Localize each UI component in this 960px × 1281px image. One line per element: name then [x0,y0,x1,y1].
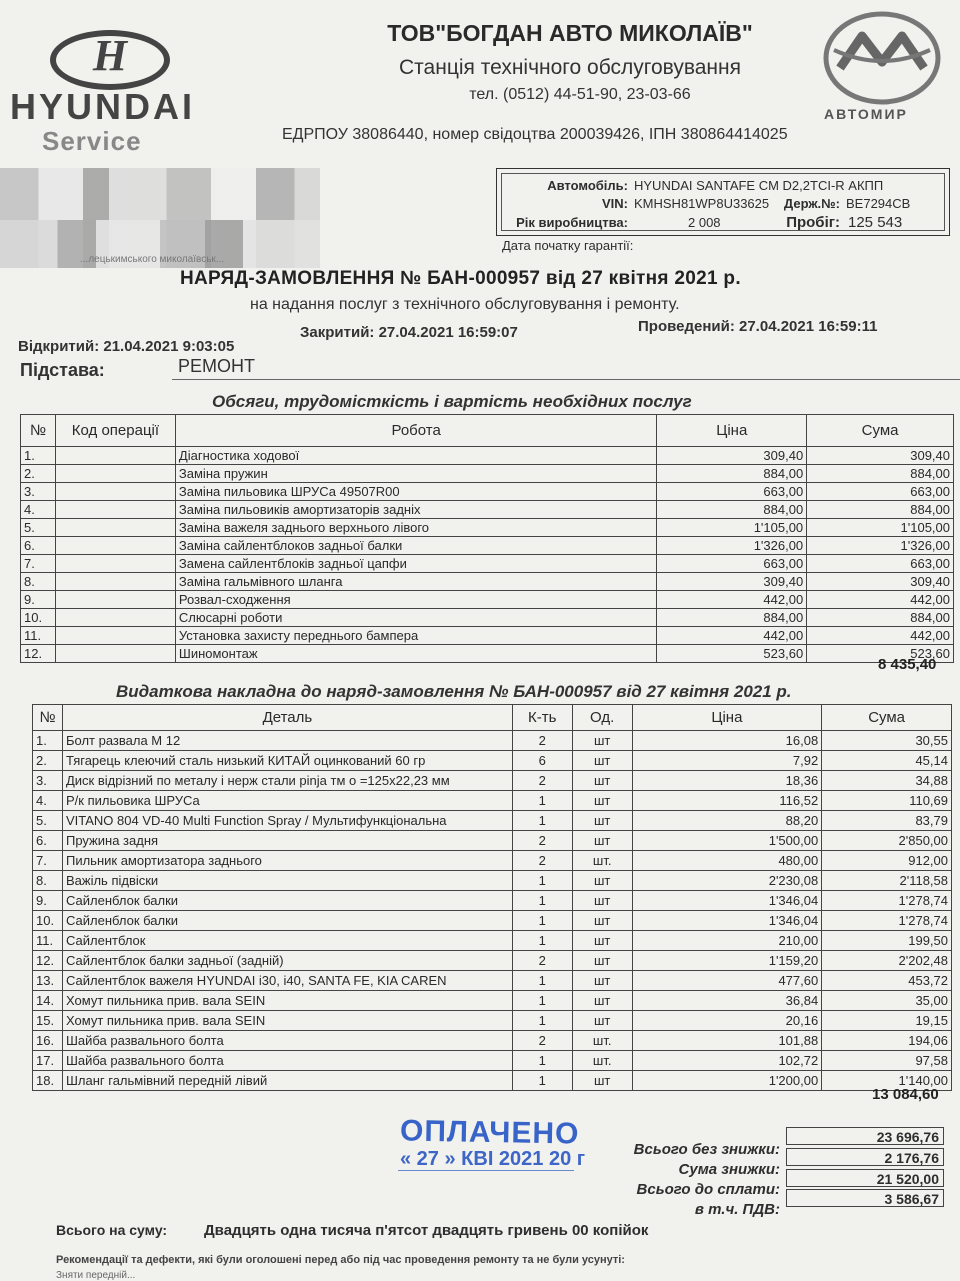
works-row [21,555,954,573]
parts-cell-sum: 2'202,48 [822,951,952,971]
parts-cell-price: 102,72 [632,1051,822,1071]
parts-cell-qty: 1 [512,991,572,1011]
order-title: НАРЯД-ЗАМОВЛЕННЯ № БАН-000957 від 27 квітня 2021 р. [180,268,741,289]
basis-underline [172,379,960,380]
parts-row [33,791,952,811]
parts-cell-qty: 2 [512,951,572,971]
paid-stamp-underline [398,1170,574,1171]
parts-row [33,931,952,951]
parts-cell-unit: шт [572,911,632,931]
vat-label: в т.ч. ПДВ: [694,1201,780,1218]
recommendations-text: Рекомендації та дефекти, які були оголошені перед або під час проведення ремонту та не були усунуті: [56,1254,625,1266]
parts-cell-price: 16,08 [632,731,822,751]
works-cell-code [55,519,175,537]
parts-cell-price: 88,20 [632,811,822,831]
parts-cell-sum: 912,00 [822,851,952,871]
works-cell-work: Шиномонтаж [175,645,656,663]
parts-cell-price: 36,84 [632,991,822,1011]
parts-cell-part: Пильник амортизатора заднього [62,851,512,871]
parts-cell-unit: шт [572,991,632,1011]
works-cell-work: Слюсарні роботи [175,609,656,627]
parts-cell-qty: 2 [512,831,572,851]
parts-header-qty: К-ть [512,705,572,731]
parts-table [32,704,952,1091]
parts-row [33,991,952,1011]
works-cell-code [55,537,175,555]
parts-cell-no: 12. [33,951,63,971]
works-cell-work: Заміна пильовика ШРУСа 49507R00 [175,483,656,501]
works-cell-code [55,483,175,501]
parts-cell-sum: 83,79 [822,811,952,831]
parts-header-price: Ціна [632,705,822,731]
works-cell-price: 309,40 [657,573,807,591]
order-dates [18,318,948,358]
avtomir-emblem-icon [812,10,952,110]
parts-cell-sum: 1'278,74 [822,911,952,931]
hyundai-wordmark: HYUNDAI [10,86,196,127]
parts-cell-unit: шт [572,971,632,991]
works-row [21,447,954,465]
works-cell-no: 7. [21,555,56,573]
works-header-sum: Сума [807,415,954,447]
parts-row [33,811,952,831]
parts-cell-price: 7,92 [632,751,822,771]
parts-cell-part: Сайлентблок важеля HYUNDAI i30, i40, SANTA FE, KIA CAREN [62,971,512,991]
parts-cell-part: Р/к пильовика ШРУСа [62,791,512,811]
parts-cell-part: Диск відрізний по металу і нерж стали pinja тм о =125х22,23 мм [62,771,512,791]
basis-value: РЕМОНТ [178,356,256,376]
parts-cell-no: 11. [33,931,63,951]
parts-cell-sum: 453,72 [822,971,952,991]
parts-cell-price: 1'346,04 [632,911,822,931]
parts-cell-sum: 1'140,00 [822,1071,952,1091]
parts-cell-qty: 2 [512,771,572,791]
works-cell-no: 1. [21,447,56,465]
opened-date: Відкритий: 21.04.2021 9:03:05 [18,338,235,355]
parts-cell-no: 5. [33,811,63,831]
parts-row [33,1051,952,1071]
guarantee-start-label: Дата початку гарантії: [502,238,634,253]
works-cell-code [55,447,175,465]
parts-row [33,771,952,791]
works-row [21,591,954,609]
parts-cell-qty: 2 [512,851,572,871]
works-section-title: Обсяги, трудомісткість і вартість необхідних послуг [212,392,692,411]
works-cell-price: 663,00 [657,555,807,573]
works-row [21,627,954,645]
works-cell-price: 884,00 [657,609,807,627]
works-table [20,414,954,663]
parts-cell-qty: 2 [512,731,572,751]
works-cell-work: Заміна гальмівного шланга [175,573,656,591]
paid-stamp: ОПЛАЧЕНО [399,1114,580,1151]
car-model-value: HYUNDAI SANTAFE CM D2,2TCI-R АКПП [634,178,884,193]
parts-cell-sum: 2'850,00 [822,831,952,851]
order-subtitle: на надання послуг з технічного обслуговування і ремонту. [250,296,680,313]
redacted-fragment: ...лецькимського миколаївськ... [80,254,225,265]
parts-row [33,831,952,851]
parts-cell-no: 15. [33,1011,63,1031]
works-cell-sum: 884,00 [807,501,954,519]
paid-stamp-date: « 27 » КВІ 2021 20 г [400,1148,586,1170]
works-cell-sum: 663,00 [807,483,954,501]
parts-row [33,871,952,891]
parts-cell-qty: 1 [512,1011,572,1031]
works-cell-price: 442,00 [657,627,807,645]
parts-cell-unit: шт. [572,1031,632,1051]
works-cell-code [55,591,175,609]
hyundai-h-icon: H [92,31,128,80]
works-cell-no: 12. [21,645,56,663]
parts-cell-unit: шт. [572,1051,632,1071]
works-cell-work: Діагностика ходової [175,447,656,465]
conducted-date: Проведений: 27.04.2021 16:59:11 [638,318,878,335]
mileage-label: Пробіг: [786,214,840,231]
parts-cell-qty: 1 [512,891,572,911]
closed-date: Закритий: 27.04.2021 16:59:07 [300,324,518,341]
avtomir-logo [812,10,952,130]
works-cell-sum: 663,00 [807,555,954,573]
to-pay-value: 21 520,00 [786,1169,944,1187]
parts-cell-part: Пружина задня [62,831,512,851]
vin-value: KMHSH81WP8U33625 [634,196,770,211]
parts-cell-qty: 1 [512,931,572,951]
parts-cell-price: 1'200,00 [632,1071,822,1091]
works-cell-work: Установка захисту переднього бампера [175,627,656,645]
parts-row [33,1071,952,1091]
works-cell-price: 523,60 [657,645,807,663]
works-cell-no: 4. [21,501,56,519]
parts-cell-sum: 2'118,58 [822,871,952,891]
parts-row [33,731,952,751]
parts-cell-price: 18,36 [632,771,822,791]
parts-cell-no: 18. [33,1071,63,1091]
parts-cell-qty: 1 [512,1051,572,1071]
works-row [21,645,954,663]
parts-cell-no: 7. [33,851,63,871]
parts-cell-unit: шт [572,771,632,791]
parts-cell-no: 4. [33,791,63,811]
works-header-code: Код операції [55,415,175,447]
parts-cell-unit: шт [572,1071,632,1091]
works-header-no: № [21,415,56,447]
car-info-box [496,168,950,236]
parts-cell-price: 1'346,04 [632,891,822,911]
parts-cell-no: 10. [33,911,63,931]
parts-cell-price: 1'159,20 [632,951,822,971]
parts-row [33,1011,952,1031]
parts-cell-price: 477,60 [632,971,822,991]
works-cell-no: 3. [21,483,56,501]
works-cell-no: 6. [21,537,56,555]
parts-cell-part: Тягарець клеючий сталь низький КИТАЙ оцинкований 60 гр [62,751,512,771]
parts-cell-sum: 199,50 [822,931,952,951]
parts-header-part: Деталь [62,705,512,731]
to-pay-label: Всього до сплати: [636,1181,780,1198]
parts-cell-qty: 1 [512,811,572,831]
parts-cell-price: 116,52 [632,791,822,811]
works-cell-sum: 884,00 [807,465,954,483]
works-cell-code [55,609,175,627]
year-label: Рік виробництва: [516,215,628,230]
parts-cell-price: 2'230,08 [632,871,822,891]
recommendations-item: Зняти передній... [56,1270,136,1281]
works-cell-work: Заміна важеля заднього верхнього лівого [175,519,656,537]
vin-label: VIN: [602,196,628,211]
plate-label: Держ.№: [783,196,840,211]
parts-cell-part: Сайлентблок [62,931,512,951]
works-cell-price: 884,00 [657,465,807,483]
works-cell-sum: 442,00 [807,591,954,609]
parts-total: 13 084,60 [872,1086,939,1103]
avtomir-wordmark: АВТОМИР [824,106,908,122]
parts-header-no: № [33,705,63,731]
parts-cell-part: Шайба развального болта [62,1031,512,1051]
works-row [21,537,954,555]
works-cell-work: Заміна сайлентблоков задньої балки [175,537,656,555]
parts-cell-no: 17. [33,1051,63,1071]
parts-cell-part: Важіль підвіски [62,871,512,891]
works-cell-no: 11. [21,627,56,645]
station-name: Станція технічного обслуговування [399,56,741,79]
works-total: 8 435,40 [878,656,937,673]
parts-cell-qty: 1 [512,911,572,931]
amount-words-value: Двадцять одна тисяча п'ятсот двадцять гривень 00 копійок [204,1222,649,1239]
works-cell-code [55,501,175,519]
service-wordmark: Service [42,126,142,156]
parts-cell-unit: шт [572,951,632,971]
works-row [21,465,954,483]
parts-cell-no: 8. [33,871,63,891]
works-cell-no: 8. [21,573,56,591]
parts-cell-sum: 30,55 [822,731,952,751]
works-row [21,483,954,501]
parts-cell-sum: 97,58 [822,1051,952,1071]
parts-row [33,1031,952,1051]
year-value: 2 008 [688,215,721,230]
parts-cell-no: 9. [33,891,63,911]
parts-cell-no: 16. [33,1031,63,1051]
parts-cell-part: Сайленблок балки [62,911,512,931]
parts-cell-sum: 35,00 [822,991,952,1011]
parts-row [33,951,952,971]
parts-cell-qty: 2 [512,1031,572,1051]
parts-cell-price: 480,00 [632,851,822,871]
parts-cell-unit: шт [572,891,632,911]
no-discount-label: Всього без знижки: [633,1141,780,1158]
parts-cell-no: 6. [33,831,63,851]
parts-cell-unit: шт [572,811,632,831]
parts-cell-price: 20,16 [632,1011,822,1031]
works-cell-sum: 884,00 [807,609,954,627]
parts-cell-qty: 6 [512,751,572,771]
works-cell-sum: 1'326,00 [807,537,954,555]
parts-cell-qty: 1 [512,871,572,891]
parts-cell-qty: 1 [512,1071,572,1091]
parts-cell-unit: шт [572,1011,632,1031]
parts-cell-unit: шт [572,831,632,851]
works-cell-sum: 442,00 [807,627,954,645]
parts-cell-no: 1. [33,731,63,751]
parts-cell-no: 2. [33,751,63,771]
plate-value: ВЕ7294СВ [846,196,911,211]
works-cell-code [55,627,175,645]
parts-cell-part: Сайленблок балки [62,891,512,911]
works-cell-no: 9. [21,591,56,609]
parts-cell-price: 1'500,00 [632,831,822,851]
parts-row [33,751,952,771]
parts-cell-no: 14. [33,991,63,1011]
discount-value: 2 176,76 [786,1148,944,1166]
works-cell-code [55,573,175,591]
works-header-work: Робота [175,415,656,447]
parts-row [33,911,952,931]
hyundai-service-logo [10,30,210,160]
parts-cell-price: 101,88 [632,1031,822,1051]
works-cell-work: Заміна пильовиків амортизаторів задніх [175,501,656,519]
parts-cell-no: 3. [33,771,63,791]
parts-section-title: Видаткова накладна до наряд-замовлення № БАН-000957 від 27 квітня 2021 р. [116,682,792,701]
parts-cell-qty: 1 [512,971,572,991]
car-model-label: Автомобіль: [547,178,628,193]
mileage-value: 125 543 [848,214,903,231]
parts-cell-unit: шт [572,931,632,951]
works-cell-sum: 309,40 [807,447,954,465]
no-discount-value: 23 696,76 [786,1127,944,1145]
parts-cell-part: Сайлентблок балки задньої (задній) [62,951,512,971]
works-row [21,609,954,627]
parts-cell-unit: шт [572,731,632,751]
parts-header-unit: Од. [572,705,632,731]
discount-label: Сума знижки: [678,1161,780,1178]
parts-cell-unit: шт [572,791,632,811]
parts-cell-part: Шланг гальмівний передній лівий [62,1071,512,1091]
works-cell-code [55,555,175,573]
parts-cell-sum: 1'278,74 [822,891,952,911]
works-row [21,519,954,537]
parts-row [33,851,952,871]
company-phone: тел. (0512) 44-51-90, 23-03-66 [469,86,691,103]
works-cell-price: 442,00 [657,591,807,609]
works-header-price: Ціна [657,415,807,447]
works-cell-work: Заміна пружин [175,465,656,483]
basis-label: Підстава: [20,360,105,380]
works-cell-sum: 309,40 [807,573,954,591]
works-cell-no: 2. [21,465,56,483]
parts-cell-price: 210,00 [632,931,822,951]
works-cell-price: 309,40 [657,447,807,465]
works-cell-sum: 523,60 [807,645,954,663]
works-cell-price: 1'105,00 [657,519,807,537]
parts-cell-unit: шт. [572,851,632,871]
works-cell-price: 663,00 [657,483,807,501]
company-name: ТОВ"БОГДАН АВТО МИКОЛАЇВ" [387,20,753,46]
parts-cell-sum: 110,69 [822,791,952,811]
parts-cell-sum: 19,15 [822,1011,952,1031]
parts-row [33,891,952,911]
works-cell-no: 5. [21,519,56,537]
works-cell-price: 1'326,00 [657,537,807,555]
parts-cell-part: Шайба развального болта [62,1051,512,1071]
company-ids: ЕДРПОУ 38086440, номер свідоцтва 200039426, ІПН 380864414025 [282,126,788,143]
works-cell-work: Замена сайлентблоків задньої цапфи [175,555,656,573]
parts-cell-part: Болт развала М 12 [62,731,512,751]
parts-cell-sum: 45,14 [822,751,952,771]
parts-cell-part: Хомут пильника прив. вала SEIN [62,1011,512,1031]
parts-header-sum: Сума [822,705,952,731]
parts-cell-part: Хомут пильника прив. вала SEIN [62,991,512,1011]
works-row [21,573,954,591]
vat-value: 3 586,67 [786,1189,944,1207]
parts-cell-part: VITANO 804 VD-40 Multi Function Spray / Мультифункціональна [62,811,512,831]
works-cell-code [55,465,175,483]
works-row [21,501,954,519]
works-cell-price: 884,00 [657,501,807,519]
parts-row [33,971,952,991]
amount-words-label: Всього на суму: [56,1222,168,1238]
works-cell-no: 10. [21,609,56,627]
works-cell-sum: 1'105,00 [807,519,954,537]
parts-cell-sum: 34,88 [822,771,952,791]
parts-cell-unit: шт [572,751,632,771]
parts-cell-sum: 194,06 [822,1031,952,1051]
parts-cell-no: 13. [33,971,63,991]
parts-cell-qty: 1 [512,791,572,811]
works-cell-work: Розвал-сходження [175,591,656,609]
parts-cell-unit: шт [572,871,632,891]
works-cell-code [55,645,175,663]
